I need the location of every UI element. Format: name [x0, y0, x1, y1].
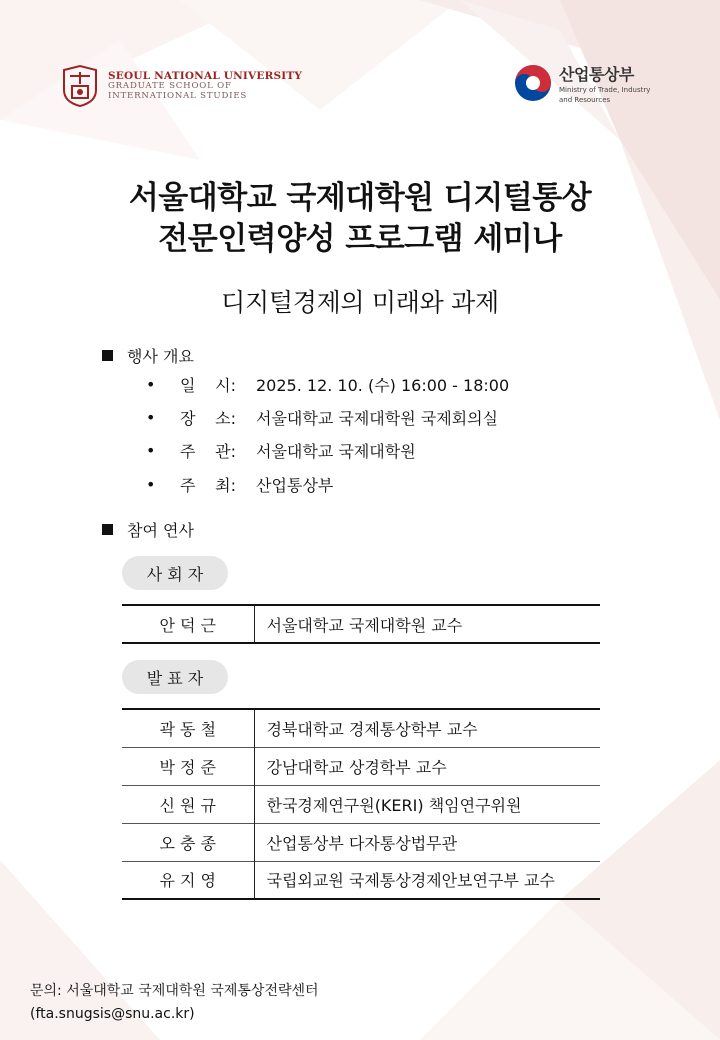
overview-value: 서울대학교 국제대학원 [256, 441, 416, 461]
motie-name: 산업통상부 [559, 65, 634, 84]
section-speakers-heading [102, 518, 194, 541]
speaker-name: 박 정 준 [122, 747, 254, 785]
subtitle: 디지털경제의 미래와 과제 [221, 288, 499, 317]
snu-emblem-icon [60, 64, 100, 108]
speaker-affiliation: 강남대학교 상경학부 교수 [254, 747, 600, 785]
motie-eng-line1: Ministry of Trade, Industry [559, 86, 651, 94]
moderator-pill: 사 회 자 [122, 556, 228, 590]
title-line2: 전문인력양성 프로그램 세미나 [158, 221, 562, 257]
motie-eng-line2: and Resources [559, 95, 611, 104]
snu-sub-line2: INTERNATIONAL STUDIES [108, 91, 248, 102]
overview-value: 2025. 12. 10. (수) 16:00 - 18:00 [256, 375, 510, 395]
section-overview-heading [102, 344, 194, 367]
label-b: 관: [215, 441, 236, 461]
contact-line1: 문의: 서울대학교 국제대학원 국제통상전략센터 [30, 983, 319, 999]
contact-footer [30, 980, 319, 1026]
overview-heading-text: 행사 개요 [127, 347, 194, 366]
label-a: 주 [180, 475, 196, 495]
label-b: 시: [215, 375, 236, 395]
table-row [122, 823, 600, 861]
moderator-table [122, 604, 600, 644]
bullet-icon: • [146, 407, 156, 427]
speaker-affiliation: 경북대학교 경제통상학부 교수 [266, 719, 478, 739]
speaker-name: 유 지 영 [122, 861, 254, 899]
snu-gsis-logo [60, 64, 302, 108]
presenter-table [122, 708, 600, 900]
square-bullet-icon [102, 350, 113, 361]
label-b: 최: [215, 475, 236, 495]
speaker-name: 안 덕 근 [122, 605, 254, 643]
speaker-name: 신 원 규 [122, 785, 254, 823]
speaker-affiliation: 국립외교원 국제통상경제안보연구부 교수 [254, 861, 600, 899]
speakers-heading-text: 참여 연사 [127, 521, 194, 540]
table-row [122, 747, 600, 785]
speaker-name: 오 충 종 [122, 823, 254, 861]
overview-label [180, 373, 236, 396]
bullet-icon: • [146, 374, 156, 394]
square-bullet-icon [102, 524, 113, 535]
overview-item-date [146, 372, 509, 396]
bullet-icon: • [146, 474, 156, 494]
overview-item-host [146, 472, 333, 496]
label-a: 장 [180, 408, 196, 428]
label-b: 소: [215, 408, 236, 428]
speaker-name: 곽 동 철 [122, 709, 254, 747]
overview-value: 산업통상부 [256, 475, 334, 495]
overview-item-organizer [146, 438, 416, 462]
table-row [122, 605, 600, 643]
motie-logo [514, 62, 650, 105]
table-row [122, 709, 600, 747]
speaker-affiliation: 산업통상부 다자통상법무관 [254, 823, 600, 861]
table-row [122, 861, 600, 899]
snu-sub-line1: GRADUATE SCHOOL OF [108, 81, 232, 92]
overview-value: 서울대학교 국제대학원 국제회의실 [256, 408, 499, 428]
snu-name: SEOUL NATIONAL UNIVERSITY [108, 70, 303, 83]
presenter-pill: 발 표 자 [122, 660, 228, 694]
table-row [122, 785, 600, 823]
overview-label [180, 406, 236, 429]
title-line1: 서울대학교 국제대학원 디지털통상 [128, 180, 592, 216]
overview-item-place [146, 405, 498, 429]
overview-label [180, 439, 236, 462]
contact-email[interactable]: (fta.snugsis@snu.ac.kr) [30, 1006, 195, 1022]
bullet-icon: • [146, 440, 156, 460]
label-a: 일 [180, 375, 196, 395]
label-a: 주 [180, 441, 196, 461]
taegeuk-emblem-icon [514, 64, 552, 102]
speaker-affiliation: 한국경제연구원(KERI) 책임연구위원 [254, 785, 600, 823]
speaker-affiliation: 서울대학교 국제대학원 교수 [266, 615, 463, 635]
overview-label [180, 473, 236, 496]
